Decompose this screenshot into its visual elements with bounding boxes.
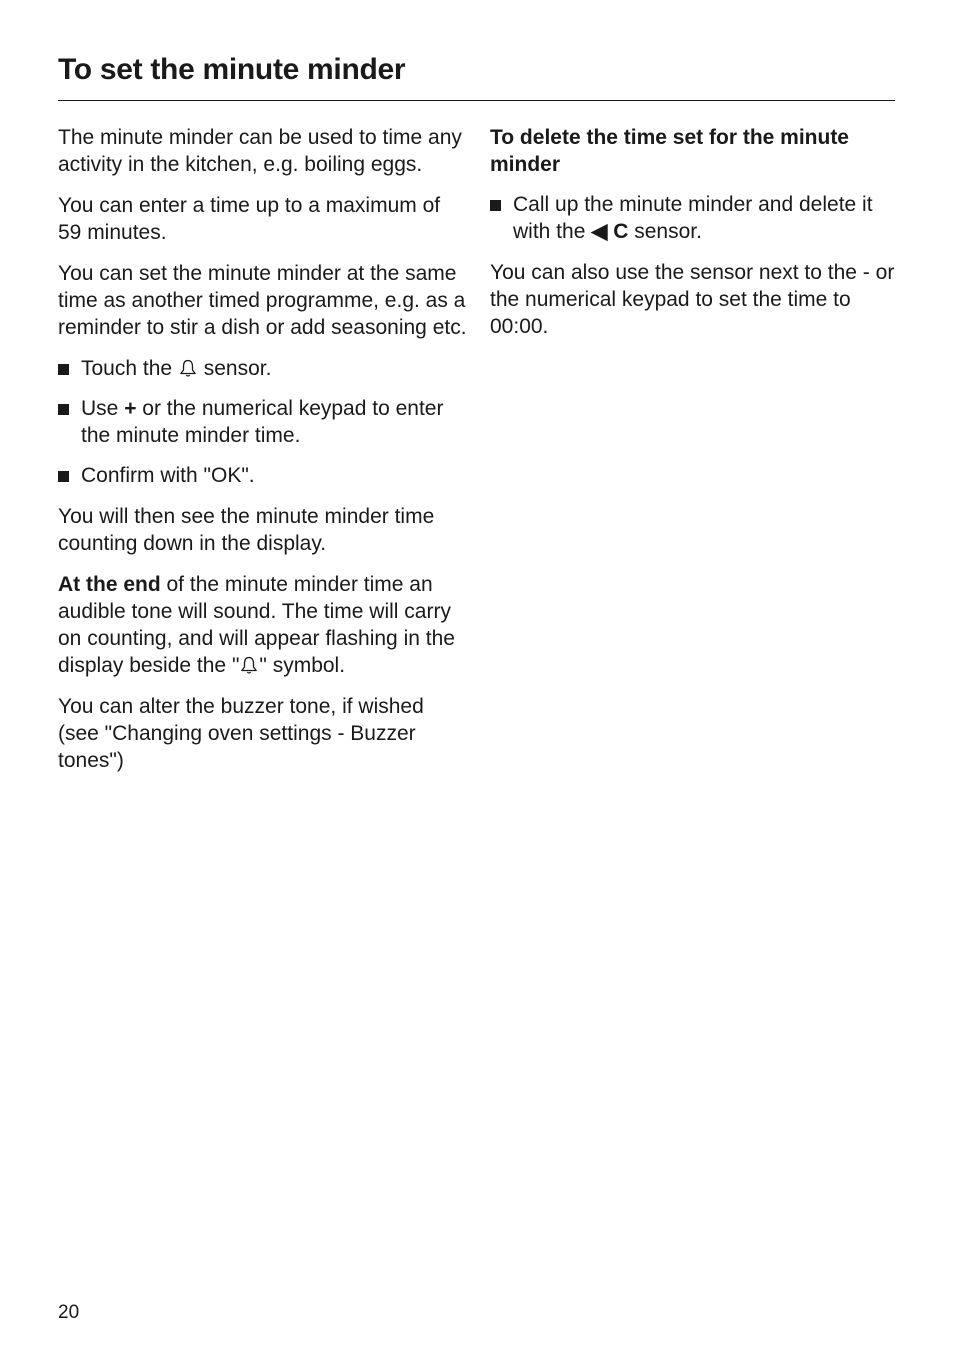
clear-sensor-symbol: ◀ C <box>591 220 629 243</box>
step-text: or the numerical keypad to enter the minute minder time. <box>81 397 444 447</box>
page-number: 20 <box>58 1302 80 1323</box>
step-text: Call up the minute minder and delete it with the <box>513 193 873 243</box>
step-text: Confirm with "OK". <box>81 464 255 487</box>
plus-symbol: + <box>124 397 137 420</box>
combined-use-paragraph: You can set the minute minder at the same time as another timed programme, e.g. as a reminder to stir a dish or add seasoning etc. <box>58 262 467 339</box>
end-tone-paragraph: At the end of the minute minder time an audible tone will sound. The time will carry on counting, and will appear flashing in the display beside the " " symbol. <box>58 573 455 677</box>
right-column <box>490 124 900 354</box>
step-enter-time <box>58 395 468 449</box>
delete-subheading: To delete the time set for the minute minder <box>490 126 849 176</box>
buzzer-tone-paragraph: You can alter the buzzer tone, if wished (see "Changing oven settings - Buzzer tones") <box>58 695 424 772</box>
step-confirm <box>58 462 468 489</box>
square-bullet-icon <box>58 404 69 415</box>
title-divider <box>58 100 895 101</box>
step-touch-sensor <box>58 355 468 382</box>
step-text: sensor. <box>197 357 272 380</box>
intro-paragraph: The minute minder can be used to time any activity in the kitchen, e.g. boiling eggs. <box>58 126 462 176</box>
page-title: To set the minute minder <box>58 53 406 86</box>
square-bullet-icon <box>490 200 501 211</box>
end-tone-emphasis: At the end <box>58 573 161 596</box>
step-text: Use <box>81 397 125 420</box>
reset-paragraph: You can also use the sensor next to the - or the numerical keypad to set the time to 00:00. <box>490 261 895 338</box>
step-delete <box>490 191 900 245</box>
bell-icon <box>239 655 259 675</box>
left-column <box>58 124 468 788</box>
step-text: Touch the <box>81 357 178 380</box>
square-bullet-icon <box>58 364 69 375</box>
square-bullet-icon <box>58 471 69 482</box>
step-text: sensor. <box>628 220 702 243</box>
max-time-paragraph: You can enter a time up to a maximum of 59 minutes. <box>58 194 441 244</box>
bell-icon <box>178 358 198 378</box>
countdown-paragraph: You will then see the minute minder time counting down in the display. <box>58 505 435 555</box>
